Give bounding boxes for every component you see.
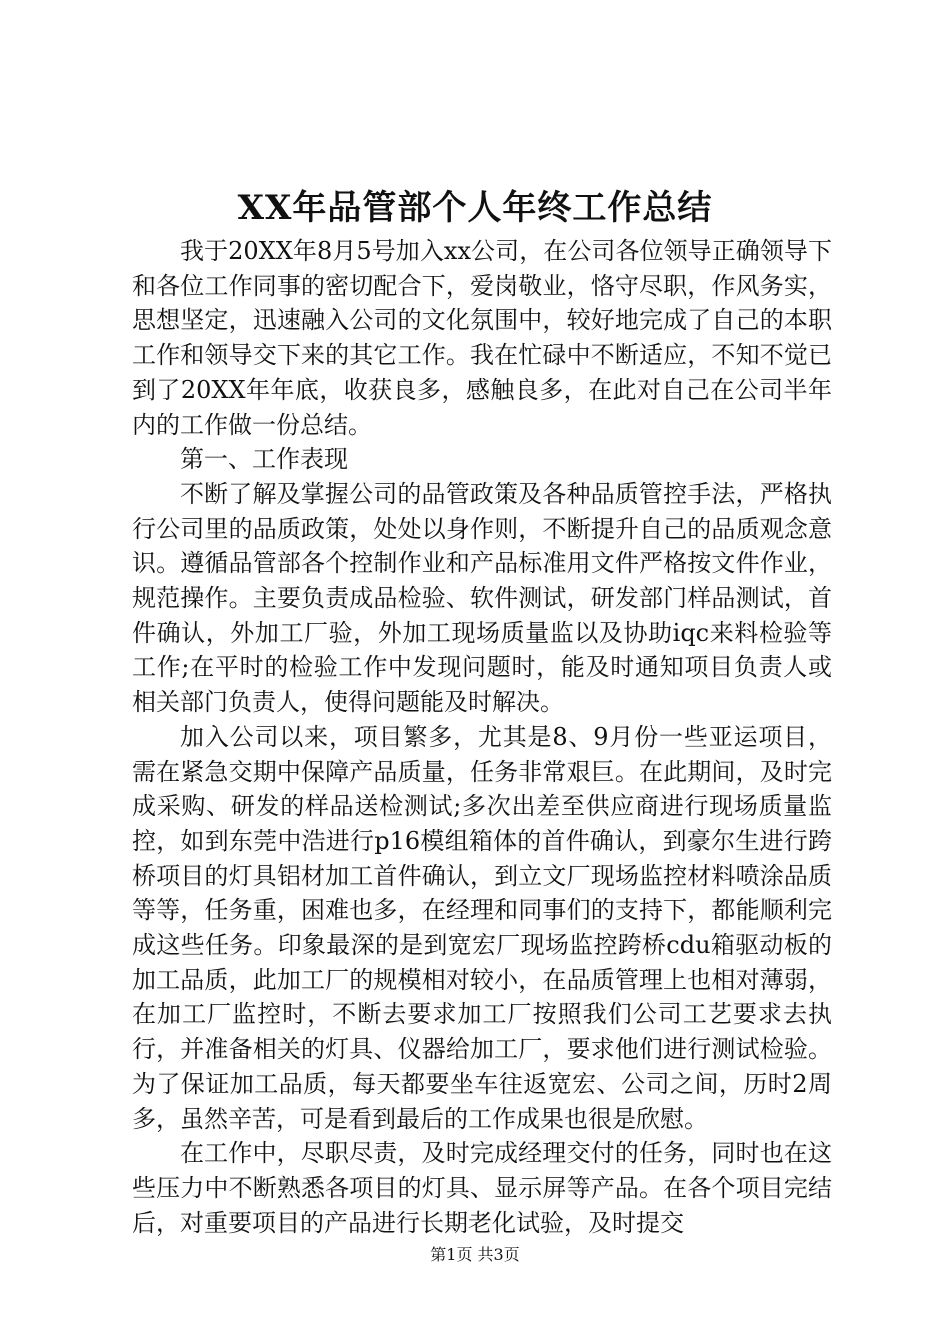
paragraph-intro: 我于20XX年8月5号加入xx公司，在公司各位领导正确领导下和各位工作同事的密切配合下，爱岗敬业，恪守尽职，作风务实，思想坚定，迅速融入公司的文化氛围中，较好地完成了自己的本职工作和领导交下来的其它工作。我在忙碌中不断适应，不知不觉已到了20XX年年底，收获良多，感触良多，在此对自己在公司半年内的工作做一份总结。 (132, 237, 832, 439)
document-body (132, 234, 832, 1240)
document-title: XX年品管部个人年终工作总结 (237, 188, 713, 228)
section-heading: 第一、工作表现 (180, 445, 348, 474)
paragraph-work-performance: 不断了解及掌握公司的品管政策及各种品质管控手法，严格执行公司里的品质政策，处处以身作则，不断提升自己的品质观念意识。遵循品管部各个控制作业和产品标准用文件严格按文件作业，规范操作。主要负责成品检验、软件测试，研发部门样品测试，首件确认，外加工厂验，外加工现场质量监以及协助iqc来料检验等工作;在平时的检验工作中发现问题时，能及时通知项目负责人或相关部门负责人，使得问题能及时解决。 (132, 479, 832, 717)
paragraph-duties: 在工作中，尽职尽责，及时完成经理交付的任务，同时也在这些压力中不断熟悉各项目的灯具、显示屏等产品。在各个项目完结后，对重要项目的产品进行长期老化试验，及时提交 (132, 1139, 832, 1237)
page-number-footer: 第1页 共3页 (430, 1245, 520, 1264)
paragraph-projects: 加入公司以来，项目繁多，尤其是8、9月份一些亚运项目，需在紧急交期中保障产品质量，任务非常艰巨。在此期间，及时完成采购、研发的样品送检测试;多次出差至供应商进行现场质量监控，如到东莞中浩进行p16模组箱体的首件确认，到豪尔生进行跨桥项目的灯具铝材加工首件确认，到立文厂现场监控材料喷涂品质等等，任务重，困难也多，在经理和同事们的支持下，都能顺利完成这些任务。印象最深的是到宽宏厂现场监控跨桥cdu箱驱动板的加工品质，此加工厂的规模相对较小，在品质管理上也相对薄弱，在加工厂监控时，不断去要求加工厂按照我们公司工艺要求去执行，并准备相关的灯具、仪器给加工厂，要求他们进行测试检验。为了保证加工品质，每天都要坐车往返宽宏、公司之间，历时2周多，虽然辛苦，可是看到最后的工作成果也很是欣慰。 (132, 722, 832, 1133)
